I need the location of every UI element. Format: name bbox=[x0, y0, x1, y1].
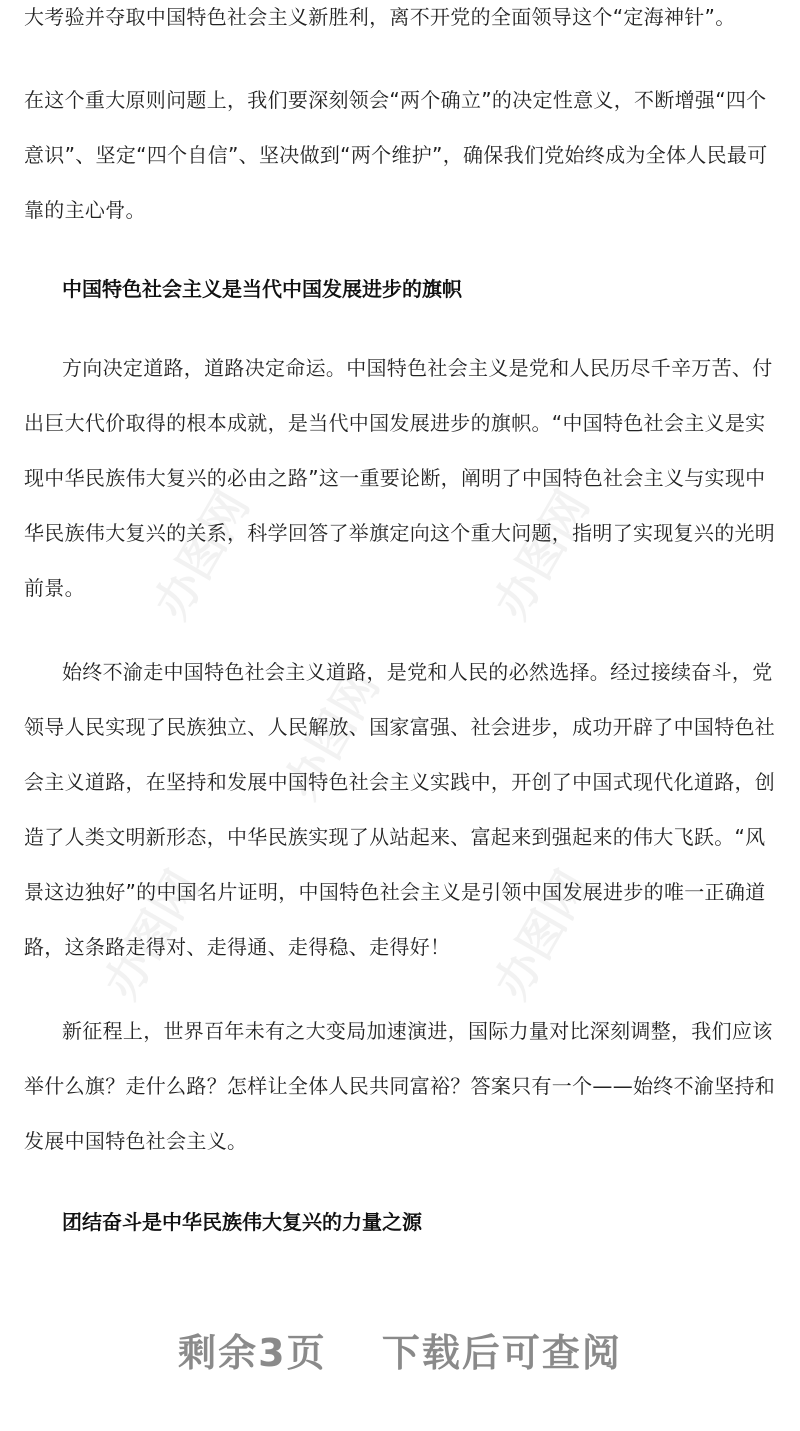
section-heading: 中国特色社会主义是当代中国发展进步的旗帜 bbox=[62, 277, 462, 301]
paragraph: 始终不渝走中国特色社会主义道路，是党和人民的必然选择。经过接续奋斗，党领导人民实现了民族独立、人民解放、国家富强、社会进步，成功开辟了中国特色社会主义道路，在坚持和发展中国特色社会主义实践中，开创了中国式现代化道路，创造了人类文明新形态，中华民族实现了从站起来、富起来到强起来的伟大飞跃。“风景这边独好”的中国名片证明，中国特色社会主义是引领中国发展进步的唯一正确道路，这条路走得对、走得通、走得稳、走得好！ bbox=[24, 660, 776, 959]
watermark: 办图网 bbox=[93, 861, 210, 1008]
download-prompt[interactable] bbox=[0, 1322, 800, 1377]
remaining-pages-label: 剩余3页 bbox=[178, 1331, 327, 1375]
watermark: 办图网 bbox=[483, 481, 600, 628]
watermark: 办图网 bbox=[273, 661, 390, 808]
section-heading: 团结奋斗是中华民族伟大复兴的力量之源 bbox=[62, 1210, 422, 1234]
paragraph: 在这个重大原则问题上，我们要深刻领会“两个确立”的决定性意义，不断增强“四个意识”、坚定“四个自信”、坚决做到“两个维护”，确保我们党始终成为全体人民最可靠的主心骨。 bbox=[24, 88, 768, 222]
paragraph: 新征程上，世界百年未有之大变局加速演进，国际力量对比深刻调整，我们应该举什么旗？走什么路？怎样让全体人民共同富裕？答案只有一个——始终不渝坚持和发展中国特色社会主义。 bbox=[24, 1019, 776, 1153]
watermark: 办图网 bbox=[483, 861, 600, 1008]
watermark: 办图网 bbox=[143, 481, 260, 628]
paragraph: 方向决定道路，道路决定命运。中国特色社会主义是党和人民历尽千辛万苦、付出巨大代价取得的根本成就，是当代中国发展进步的旗帜。“中国特色社会主义是实现中华民族伟大复兴的必由之路”这一重要论断，阐明了中国特色社会主义与实现中华民族伟大复兴的关系，科学回答了举旗定向这个重大问题，指明了实现复兴的光明前景。 bbox=[24, 356, 776, 600]
paragraph: 大考验并夺取中国特色社会主义新胜利，离不开党的全面领导这个“定海神针”。 bbox=[24, 5, 736, 29]
download-to-view-label: 下载后可查阅 bbox=[381, 1331, 622, 1375]
